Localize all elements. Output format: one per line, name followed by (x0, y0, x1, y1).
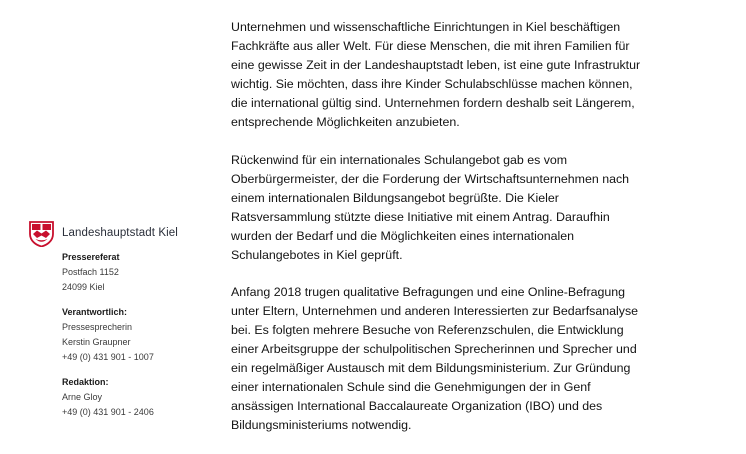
press-contact-sidebar (29, 219, 219, 430)
body-paragraph: Unternehmen und wissenschaftliche Einrichtungen in Kiel beschäftigen Fachkräfte aus aller Welt. Für diese Menschen, die mit ihren Familien für eine gewisse Zeit in der Landeshauptstadt leben, ist eine gute Infrastruktur wichtig. Sie möchten, dass ihre Kinder Schulabschlüsse machen können, die international gültig sind. Unternehmen fordern deshalb seit Längerem, entsprechende Möglichkeiten anzubieten. (231, 20, 641, 129)
contact-name: Kerstin Graupner (62, 337, 131, 347)
contact-phone: +49 (0) 431 901 - 1007 (62, 352, 154, 362)
contact-phone: +49 (0) 431 901 - 2406 (62, 407, 154, 417)
press-release-body (231, 18, 651, 454)
contact-role: Pressesprecherin (62, 322, 133, 332)
city-brand (29, 219, 219, 247)
address-line: 24099 Kiel (62, 282, 105, 292)
block-title: Pressereferat (62, 252, 120, 262)
body-paragraph: Rückenwind für ein internationales Schulangebot gab es vom Oberbürgermeister, der die Forderung der Wirtschaftsunternehmen nach einem internationalen Bildungsangebot begrüßte. Die Kieler Ratsversammlung stützte diese Initiative mit einem Antrag. Daraufhin wurden der Bedarf und die Möglichkeiten eines internationalen Schulangebotes in Kiel geprüft. (231, 152, 630, 262)
block-title: Redaktion: (62, 377, 109, 387)
city-name: Landeshauptstadt Kiel (62, 227, 178, 239)
responsible-block (62, 305, 219, 365)
address-line: Postfach 1152 (62, 267, 119, 277)
body-paragraph: Anfang 2018 trugen qualitative Befragungen und eine Online-Befragung unter Eltern, Unternehmen und anderen Interessierten zur Bedarfsanalyse bei. Es folgten mehrere Besuche von Referenzschulen, die Entwicklung einer Arbeitsgruppe der schulpolitischen Sprecherinnen und Sprecher und ein regelmäßiger Austausch mit dem Bildungsministerium. Zur Gründung einer internationalen Schule sind die Genehmigungen der in Genf ansässigen International Baccalaureate Organization (IBO) und des Bildungsministeriums notwendig. (231, 285, 639, 432)
block-title: Verantwortlich: (62, 307, 128, 317)
kiel-crest-icon (29, 220, 54, 247)
press-office-block (62, 250, 219, 295)
contact-name: Arne Gloy (62, 392, 103, 402)
editorial-block (62, 375, 219, 420)
